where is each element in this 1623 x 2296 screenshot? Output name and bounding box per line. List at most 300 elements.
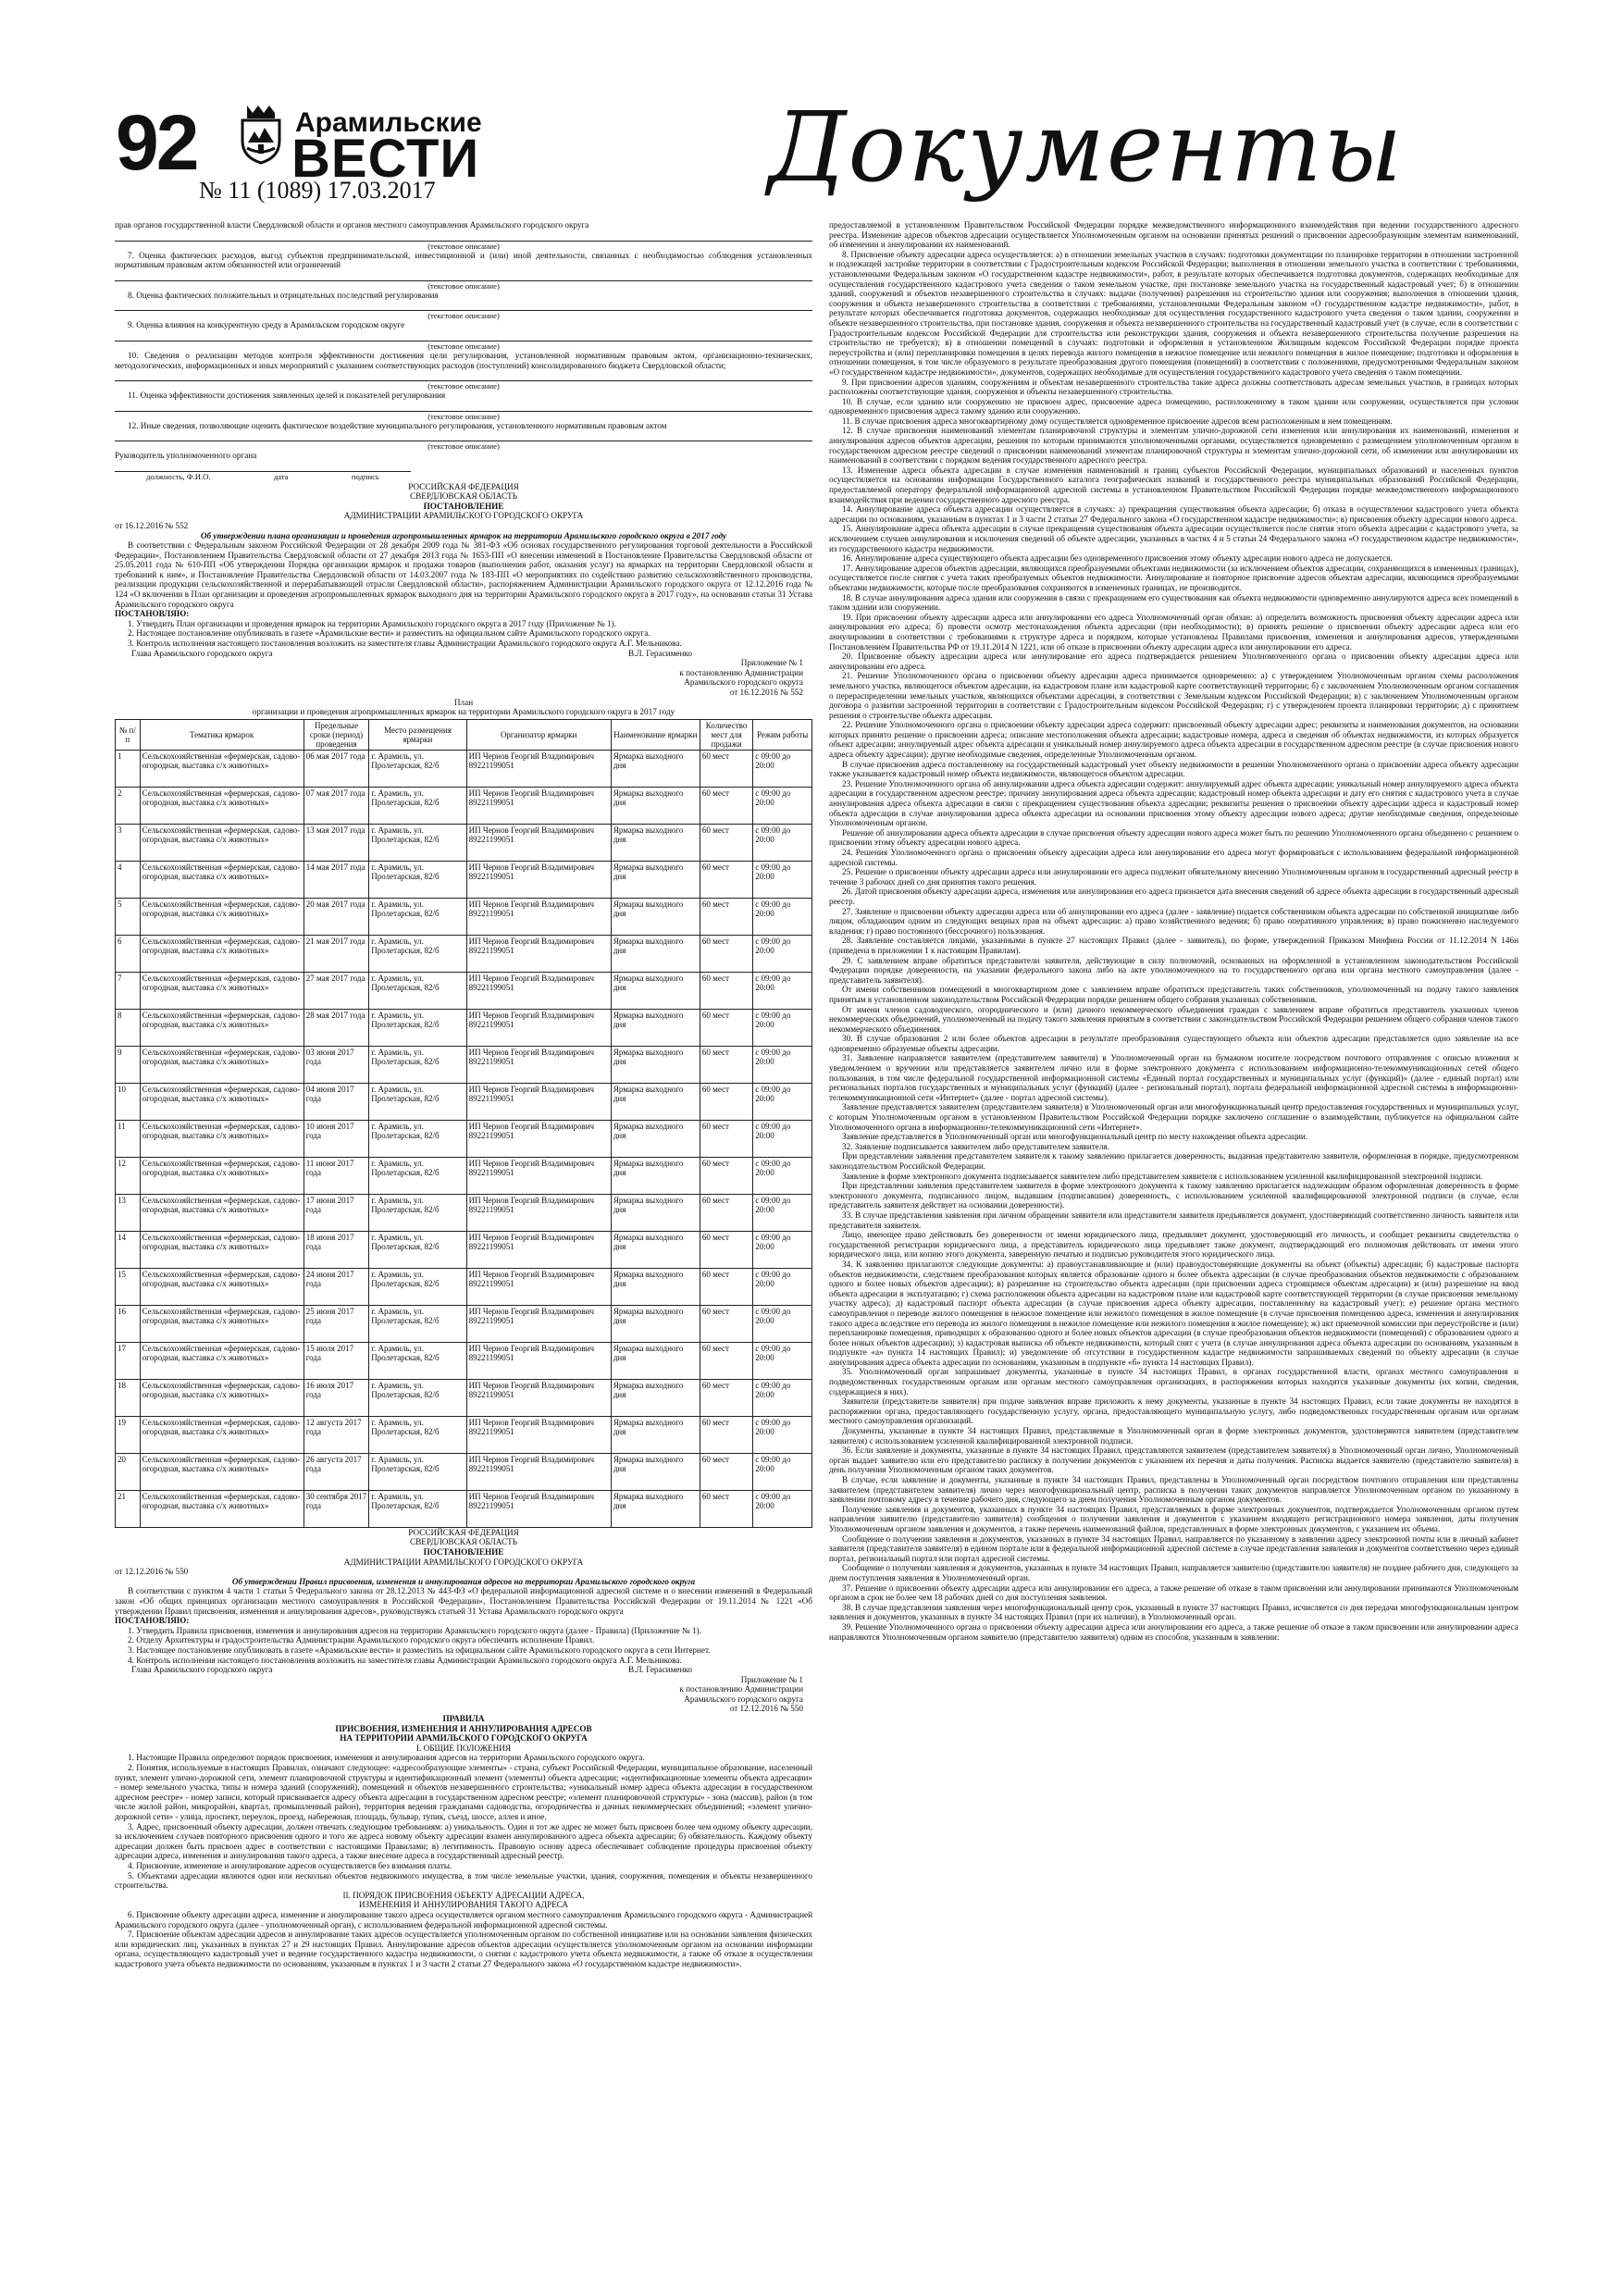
table-row: [116, 1120, 812, 1157]
right-paragraph: 20. Присвоение объекту адресации адреса или аннулирование его адреса подтверждается решением Уполномоченного органа о присвоении объекту адресации адреса или аннулировании его адреса.: [829, 652, 1518, 671]
cell-period: 28 мая 2017 года: [304, 1009, 369, 1046]
cell-organizer: ИП Чернов Георгий Владимирович 89221199051: [466, 1342, 611, 1379]
right-paragraph: предоставляемой в установленном Правительством Российской Федерации порядке межведомственного информационного взаимодействия при ведении государственного адресного реестра. Изменение адресов объектов адресации осуществляется Уполномоченным органом на основании принятых решений о присвоении адресообразующим элементам наименований, об изменении и аннулировании их наименований.: [829, 220, 1518, 250]
cell-seats: 60 мест: [700, 1453, 752, 1490]
cell-seats: 60 мест: [700, 1416, 752, 1453]
rules-section-2b: ИЗМЕНЕНИЯ И АННУЛИРОВАНИЯ ТАКОГО АДРЕСА: [358, 1900, 569, 1910]
section-title: Документы: [768, 91, 1405, 204]
right-paragraph: 27. Заявление о присвоении объекту адресации адреса или об аннулировании его адреса (далее - заявление) подается собственником объекта адресации по собственной инициативе либо лицом, обладающим одним из следующих вещных прав на объект адресации: а) право хозяйственного ведения; б) право оперативного управления; в) право пожизненно наследуемого владения; г) право постоянного (бессрочного) пользования.: [829, 906, 1518, 936]
cell-number: 12: [116, 1157, 141, 1194]
signature-hints: [115, 472, 411, 482]
th-seats: Количество мест для продажи: [700, 719, 752, 750]
decree2-date: от 12.12.2016 № 550: [115, 1567, 189, 1577]
cell-seats: 60 мест: [700, 1120, 752, 1157]
cell-seats: 60 мест: [700, 1305, 752, 1342]
left-column: [115, 220, 812, 1969]
cell-period: 15 июля 2017 года: [304, 1342, 369, 1379]
cell-hours: с 09:00 до 20:00: [753, 1194, 812, 1231]
th-place: Место размещения ярмарки: [369, 719, 466, 750]
cell-fair-name: Ярмарка выходного дня: [611, 1379, 700, 1416]
decree2-title: Об утверждении Правил присвоения, изменения и аннулирования адресов на территории Арамильского городского округа: [231, 1576, 696, 1586]
cell-organizer: ИП Чернов Георгий Владимирович 89221199051: [466, 1009, 611, 1046]
right-paragraph: От имени собственников помещений в многоквартирном доме с заявлением вправе обратиться представитель таких собственников, уполномоченный на подачу такого заявления принятым в установленном законодательством Российской Федерации порядке решением общего собрания указанных собственников.: [829, 985, 1518, 1004]
cell-seats: 60 мест: [700, 972, 752, 1009]
cell-number: 4: [116, 861, 141, 898]
q12-text: 12. Иные сведения, позволяющие оценить фактическое воздействие муниципального регулирования, установленного нормативным правовым актом: [128, 420, 667, 430]
cell-place: г. Арамиль, ул. Пролетарская, 82/б: [369, 1490, 466, 1527]
right-paragraph: 36. Если заявление и документы, указанные в пункте 34 настоящих Правил, представляются заявителем (представителем заявителя) в Уполномоченный орган лично, Уполномоченный орган выдает заявителю или его представителю расписку в получении документов с указанием их перечня и даты получения. Расписка выдается заявителю (представителю заявителя) в день получения Уполномоченным органом таких документов.: [829, 1446, 1518, 1475]
right-paragraph: Заявители (представители заявителя) при подаче заявления вправе приложить к нему документы, указанные в пункте 34 настоящих Правил, если такие документы не находятся в распоряжении органа, предоставляющего государственную услугу, органа, предоставляющего муниципальную услугу, либо подведомственных государственным органам или органам местного самоуправления организаций.: [829, 1396, 1518, 1426]
right-paragraph: 14. Аннулирование адреса объекта адресации осуществляется в случаях: а) прекращения существования объекта адресации; б) отказа в осуществлении кадастрового учета объекта адресации по основаниям, указанным в пунктах 1 и 3 части 2 статьи 27 Федерального закона «О государственном кадастре недвижимости»; в) присвоения объекту адресации нового адреса.: [829, 504, 1518, 524]
right-paragraph: 33. В случае представления заявления при личном обращении заявителя или представителя заявителя предъявляется документ, удостоверяющий соответственно личность заявителя или представителя заявителя.: [829, 1210, 1518, 1230]
cell-organizer: ИП Чернов Георгий Владимирович 89221199051: [466, 1083, 611, 1120]
rules-r5: 5. Объектами адресации являются один или несколько объектов недвижимого имущества, в том числе земельные участки, здания, сооружения, помещения и объекты незавершенного строительства.: [115, 1870, 812, 1891]
cell-organizer: ИП Чернов Георгий Владимирович 89221199051: [466, 824, 611, 861]
right-paragraph: 39. Решение Уполномоченного органа о присвоении объекту адресации адреса или аннулировании его адреса, а также решение об отказе в таком присвоении или аннулировании адреса направляются Уполномоченным органом заявителю (представителю заявителя) одним из способов, указанным в заявлении:: [829, 1621, 1518, 1642]
cell-fair-name: Ярмарка выходного дня: [611, 1453, 700, 1490]
cell-number: 15: [116, 1268, 141, 1305]
cell-organizer: ИП Чернов Георгий Владимирович 89221199051: [466, 787, 611, 824]
cell-place: г. Арамиль, ул. Пролетарская, 82/б: [369, 1157, 466, 1194]
cell-theme: Сельскохозяйственная «фермерская, садово-огородная, выставка с/х животных»: [140, 1342, 304, 1379]
table-header-row: [116, 719, 812, 750]
cell-organizer: ИП Чернов Георгий Владимирович 89221199051: [466, 935, 611, 972]
page-number: 92: [116, 99, 197, 186]
cell-theme: Сельскохозяйственная «фермерская, садово-огородная, выставка с/х животных»: [140, 1120, 304, 1157]
decree1-p2: 2. Настоящее постановление опубликовать в газете «Арамильские вести» и разместить на официальном сайте Арамильского городского округа.: [128, 628, 650, 639]
cell-theme: Сельскохозяйственная «фермерская, садово-огородная, выставка с/х животных»: [140, 1083, 304, 1120]
right-paragraph: Заявление представляется в Уполномоченный орган или многофункциональный центр по месту нахождения объекта адресации.: [842, 1132, 1308, 1142]
cell-number: 14: [116, 1231, 141, 1268]
cell-theme: Сельскохозяйственная «фермерская, садово-огородная, выставка с/х животных»: [140, 1453, 304, 1490]
decree2-admin: АДМИНИСТРАЦИИ АРАМИЛЬСКОГО ГОРОДСКОГО ОКРУГА: [343, 1557, 584, 1567]
right-paragraph: В случае присвоения адреса поставленному на государственный кадастровый учет объекту недвижимости в решении Уполномоченного органа о присвоении адреса объекту адресации также указывается кадастровый номер объекта недвижимости, являющегося объектом адресации.: [829, 759, 1518, 779]
cell-number: 21: [116, 1490, 141, 1527]
cell-seats: 60 мест: [700, 935, 752, 972]
cell-number: 5: [116, 898, 141, 935]
decree2-p3: 3. Настоящее постановление опубликовать в газете «Арамильские вести» и разместить на официальном сайте Арамильского городского округа в сети Интернет.: [128, 1644, 711, 1655]
cell-number: 3: [116, 824, 141, 861]
cell-hours: с 09:00 до 20:00: [753, 1231, 812, 1268]
cell-place: г. Арамиль, ул. Пролетарская, 82/б: [369, 750, 466, 787]
table-row: [116, 1490, 812, 1527]
cell-seats: 60 мест: [700, 824, 752, 861]
decree1-kind: ПОСТАНОВЛЕНИЕ: [423, 501, 504, 511]
cell-place: г. Арамиль, ул. Пролетарская, 82/б: [369, 1268, 466, 1305]
table-row: [116, 1157, 812, 1194]
table-row: [116, 1305, 812, 1342]
cell-period: 13 мая 2017 года: [304, 824, 369, 861]
right-paragraph: 10. В случае, если зданию или сооружению не присвоен адрес, присвоение адреса помещению, расположенному в таком здании или сооружении, осуществляется при условии одновременного присвоения адреса такому зданию или сооружению.: [829, 396, 1518, 416]
right-paragraph: 31. Заявление направляется заявителем (представителем заявителя) в Уполномоченный орган на бумажном носителе посредством почтового отправления с описью вложения и уведомлением о вручении или представляется заявителем лично или в форме электронного документа с использованием информационно-телекоммуникационных сетей общего пользования, в том числе федеральной государственной информационной системы «Единый портал государственных и муниципальных услуг (функций)» (далее - единый портал) или региональных порталов государственных и муниципальных услуг (функций) (далее - региональный портал), портала федеральной информационной адресной системы в информационно-телекоммуникационной сети «Интернет» (далее - портал адресной системы).: [829, 1053, 1518, 1102]
cell-place: г. Арамиль, ул. Пролетарская, 82/б: [369, 1379, 466, 1416]
cell-period: 03 июня 2017 года: [304, 1046, 369, 1083]
decree2-app1: Приложение № 1: [740, 1674, 803, 1684]
cell-number: 9: [116, 1046, 141, 1083]
cell-organizer: ИП Чернов Георгий Владимирович 89221199051: [466, 1453, 611, 1490]
right-paragraph: 37. Решение о присвоении объекту адресации адреса или аннулировании его адреса, а также решение об отказе в таком присвоении или аннулировании принимаются Уполномоченным органом в срок не более чем 18 рабочих дней со дня поступления заявления.: [829, 1582, 1518, 1603]
cell-organizer: ИП Чернов Георгий Владимирович 89221199051: [466, 1046, 611, 1083]
cell-fair-name: Ярмарка выходного дня: [611, 1194, 700, 1231]
right-paragraph: Решение об аннулировании адреса объекта адресации в случае присвоения объекту адресации нового адреса может быть по решению Уполномоченного органа объединено с решением о присвоении этому объекту адресации нового адреса.: [829, 827, 1518, 848]
right-paragraph: 24. Решения Уполномоченного органа о присвоении объекту адресации адреса или аннулировании его адреса могут формироваться с использованием федеральной информационной адресной системы.: [829, 848, 1518, 867]
rules-r4: 4. Присвоение, изменение и аннулирование адресов осуществляется без взимания платы.: [128, 1860, 452, 1870]
sig-date: дата: [273, 471, 289, 481]
table-row: [116, 1379, 812, 1416]
cell-theme: Сельскохозяйственная «фермерская, садово-огородная, выставка с/х животных»: [140, 1490, 304, 1527]
cell-hours: с 09:00 до 20:00: [753, 824, 812, 861]
right-paragraph: В случае, если заявление и документы, указанные в пункте 34 настоящих Правил, представлены в Уполномоченный орган посредством почтового отправления или представлены заявителем (представителем заявителя) лично через многофункциональный центр, расписка в получении таких документов направляется Уполномоченным органом по указанному в заявлении почтовому адресу в течение рабочего дня, следующего за днем получения Уполномоченным органом документов.: [829, 1475, 1518, 1505]
cell-fair-name: Ярмарка выходного дня: [611, 972, 700, 1009]
cell-fair-name: Ярмарка выходного дня: [611, 1342, 700, 1379]
cell-number: 20: [116, 1453, 141, 1490]
cell-place: г. Арамиль, ул. Пролетарская, 82/б: [369, 1453, 466, 1490]
table-row: [116, 750, 812, 787]
cell-period: 06 мая 2017 года: [304, 750, 369, 787]
decree2-app2: к постановлению Администрации: [679, 1684, 803, 1694]
cell-theme: Сельскохозяйственная «фермерская, садово-огородная, выставка с/х животных»: [140, 1046, 304, 1083]
cell-theme: Сельскохозяйственная «фермерская, садово-огородная, выставка с/х животных»: [140, 935, 304, 972]
cell-seats: 60 мест: [700, 898, 752, 935]
cell-seats: 60 мест: [700, 1009, 752, 1046]
rules-title-2: ПРИСВОЕНИЯ, ИЗМЕНЕНИЯ И АННУЛИРОВАНИЯ АДРЕСОВ: [335, 1723, 592, 1733]
sig-sign: подпись: [351, 471, 379, 481]
divider-line: [115, 333, 812, 341]
th-hours: Режим работы: [753, 719, 812, 750]
cell-hours: с 09:00 до 20:00: [753, 750, 812, 787]
decree1-appendix: [115, 658, 812, 697]
hint-text: (текстовое описание): [427, 411, 500, 421]
cell-seats: 60 мест: [700, 1342, 752, 1379]
cell-organizer: ИП Чернов Георгий Владимирович 89221199051: [466, 750, 611, 787]
cell-theme: Сельскохозяйственная «фермерская, садово-огородная, выставка с/х животных»: [140, 750, 304, 787]
right-paragraph: 29. С заявлением вправе обратиться представители заявителя, действующие в силу полномочий, основанных на оформленной в установленном законодательством Российской Федерации порядке доверенности, на указании федерального закона либо на акте уполномоченного на то государственного органа или органа местного самоуправления (далее - представитель заявителя).: [829, 955, 1518, 985]
cell-fair-name: Ярмарка выходного дня: [611, 1046, 700, 1083]
divider-line: [115, 403, 812, 412]
right-paragraph: 22. Решение Уполномоченного органа о присвоении объекту адресации адреса содержит: присвоенный объекту адресации адрес; реквизиты и наименования документов, на основании которых принято решение о присвоении адреса; описание местоположения объекта адресации; кадастровые номера, адреса и сведения об объектах недвижимости, из которых образуется объект адресации; аннулируемый адрес объекта адресации и уникальный номер аннулируемого адреса объекта адресации в государственном адресном реестре (в случае присвоения нового адреса объекту адресации); другие необходимые сведения, определенные Уполномоченным органом.: [829, 720, 1518, 760]
decree1-app3: Арамильского городского округа: [684, 677, 803, 688]
cell-fair-name: Ярмарка выходного дня: [611, 1490, 700, 1527]
cell-theme: Сельскохозяйственная «фермерская, садово-огородная, выставка с/х животных»: [140, 972, 304, 1009]
right-paragraph: 21. Решение Уполномоченного органа о присвоении объекту адресации адреса принимается одновременно: а) с утверждением Уполномоченным органом схемы расположения земельного участка, являющегося объектом адресации, на кадастровом плане или кадастровой карте соответствующей территории; б) с заключением Уполномоченным органом соглашения о перераспределении земельных участков, являющихся объектами адресации, в соответствии с Земельным кодексом Российской Федерации; в) с заключением Уполномоченным органом договора о развитии застроенной территории в соответствии с Градостроительным кодексом Российской Федерации; г) с утверждением проекта планировки территории; д) с принятием решения о строительстве объекта адресации.: [829, 671, 1518, 720]
cell-place: г. Арамиль, ул. Пролетарская, 82/б: [369, 1231, 466, 1268]
cell-theme: Сельскохозяйственная «фермерская, садово-огородная, выставка с/х животных»: [140, 1157, 304, 1194]
cell-seats: 60 мест: [700, 750, 752, 787]
divider-line: [115, 273, 812, 281]
decree1-app1: Приложение № 1: [740, 658, 803, 668]
hint-text: (текстовое описание): [427, 441, 500, 452]
table-row: [116, 898, 812, 935]
cell-place: г. Арамиль, ул. Пролетарская, 82/б: [369, 1046, 466, 1083]
right-paragraph: При представлении заявления представителем заявителя к такому заявлению прилагается доверенность, выданная представителю заявителя, оформленная в порядке, предусмотренном законодательством Российской Федерации.: [829, 1151, 1518, 1171]
cell-period: 30 сентября 2017 года: [304, 1490, 369, 1527]
decree1-preamble: В соответствии с Федеральным законом Российской Федерации от 28 декабря 2009 года № 381-ФЗ «Об основах государственного регулирования торговой деятельности в Российской Федерации», Постановлением Правительства Свердловской области от 27 декабря 2013 года № 1653-ПП «О внесении изменений в Постановление Правительства Свердловской области от 25.05.2011 года № 610-ПП «Об утверждении Порядка организации ярмарок и продажи товаров (выполнения работ, оказания услуг) на ярмарках на территории Свердловской области и требований к ним», и Постановление Правительства Свердловской области от 14.03.2007 года № 183-ПП «О мероприятиях по содействию развитию сельскохозяйственного производства, реализации продукции сельскохозяйственной и перерабатывающей отрасли Свердловской области», распоряжением Администрации Арамильского городского округа от 12.12.2016 года № 124 «О включении в План организации и проведения агропромышленных ярмарок выходного дня на территории Арамильского городского округа в 2017 году», на основании статьи 31 Устава Арамильского городского округа: [115, 540, 812, 609]
cell-hours: с 09:00 до 20:00: [753, 898, 812, 935]
decree2-p1: 1. Утвердить Правила присвоения, изменения и аннулирования адресов на территории Арамильского городского округа (далее - Правила) (Приложение № 1).: [128, 1625, 701, 1635]
right-paragraph: 35. Уполномоченный орган запрашивает документы, указанные в пункте 34 настоящих Правил, в органах государственной власти, органах местного самоуправления и подведомственных государственным органам или органам местного самоуправления организациях, в распоряжении которых находятся указанные документы (их копии, сведения, содержащиеся в них).: [829, 1367, 1518, 1396]
decree2-appendix: [115, 1675, 812, 1714]
cell-fair-name: Ярмарка выходного дня: [611, 935, 700, 972]
q8-text: 8. Оценка фактических положительных и отрицательных последствий регулирования: [128, 290, 439, 300]
cell-hours: с 09:00 до 20:00: [753, 1305, 812, 1342]
cell-organizer: ИП Чернов Георгий Владимирович 89221199051: [466, 861, 611, 898]
divider-line: [115, 433, 812, 441]
cell-seats: 60 мест: [700, 1194, 752, 1231]
right-paragraph: Лицо, имеющее право действовать без доверенности от имени юридического лица, предъявляет документ, удостоверяющий его личность, и сообщает реквизиты свидетельства о государственной регистрации юридического лица, а представитель юридического лица предъявляет также документ, подтверждающий его полномочия действовать от имени этого юридического лица, или копию этого документа, заверенную печатью и подписью руководителя этого юридического лица.: [829, 1230, 1518, 1260]
decree2-preamble: В соответствии с пунктом 4 части 1 статьи 5 Федерального закона от 28.12.2013 № 443-ФЗ «О федеральной информационной адресной системе и о внесении изменений в Федеральный закон «Об общих принципах организации местного самоуправления в Российской Федерации», Постановлением Правительства Российской Федерации от 19.11.2014 № 1221 «Об утверждении Правил присвоения, изменения и аннулирования адресов», руководствуясь статьей 31 Устава Арамильского городского округа: [115, 1586, 812, 1616]
right-paragraph: 17. Аннулирование адресов объектов адресации, являющихся преобразуемыми объектами недвижимости (за исключением объектов адресации, сохраняющихся в измененных границах), осуществляется после снятия с учета таких преобразуемых объектов недвижимости. Аннулирование и повторное присвоение адресов объектам адресации, являющимся преобразуемыми объектами недвижимости, которые после преобразования сохраняются в измененных границах, не производится.: [829, 563, 1518, 592]
cell-number: 7: [116, 972, 141, 1009]
cell-hours: с 09:00 до 20:00: [753, 1453, 812, 1490]
cell-place: г. Арамиль, ул. Пролетарская, 82/б: [369, 1194, 466, 1231]
q11-text: 11. Оценка эффективности достижения заявленных целей и показателей регулирования: [128, 391, 446, 401]
right-paragraph: 11. В случае присвоения адреса многоквартирному дому осуществляется одновременное присвоение адресов всем расположенным в нем помещениям.: [842, 416, 1393, 426]
hint-text: (текстовое описание): [427, 241, 500, 251]
table-row: [116, 1342, 812, 1379]
decree1-app4: от 16.12.2016 № 552: [729, 688, 803, 697]
sig-position: должность, Ф.И.О.: [146, 471, 211, 481]
decree2-signature: [115, 1665, 812, 1675]
right-paragraph: 8. Присвоение объекту адресации адреса осуществляется: а) в отношении земельных участков в случаях: подготовки документации по планировке территории в отношении застроенной и подлежащей застройке территории в соответствии с Градостроительным кодексом Российской Федерации; выполнения в отношении земельного участка в соответствии с требованиями, установленными Федеральным законом «О государственном кадастре недвижимости», работ, в результате которых обеспечивается подготовка документов, содержащих необходимые для осуществления государственного кадастрового учета сведения о таком земельном участке, при постановке земельного участка на государственный кадастровый учет; б) в отношении зданий, сооружений и объектов незавершенного строительства в случаях: выдачи (получения) разрешения на строительство здания или сооружения; выполнения в отношении здания, сооружения и объекта незавершенного строительства в соответствии с требованиями, установленными Федеральным законом «О государственном кадастре недвижимости», работ, в результате которых обеспечивается подготовка документов, содержащих необходимые для осуществления государственного кадастрового учета сведения о таком здании, сооружении и объекте незавершенного строительства, при постановке здания, сооружения и объекта незавершенного строительства на государственный кадастровый учет (в случае, если в соответствии с Градостроительным кодексом Российской Федерации для строительства или реконструкции здания, сооружения и объекта незавершенного строительства получение разрешения на строительство не требуется); в) в отношении помещений в случаях: подготовки и оформления в установленном Жилищным кодексом Российской Федерации порядке проекта переустройства и (или) перепланировки помещения в целях перевода жилого помещения в нежилое помещение или нежилого помещения в жилое помещение; подготовки и оформления в отношении помещения, в том числе образуемого в результате преобразования другого помещения (помещений) в соответствии с положениями, предусмотренными Федеральным законом «О государственном кадастре недвижимости», документов, содержащих необходимые для осуществления государственного кадастрового учета сведения о таком помещении.: [829, 249, 1518, 377]
cell-theme: Сельскохозяйственная «фермерская, садово-огородная, выставка с/х животных»: [140, 1009, 304, 1046]
rules-r1: 1. Настоящие Правила определяют порядок присвоения, изменения и аннулирования адресов на территории Арамильского городского округа.: [128, 1753, 645, 1763]
right-paragraph: Заявление в форме электронного документа подписывается заявителем либо представителем заявителя с использованием усиленной квалифицированной электронной подписи.: [842, 1171, 1483, 1181]
fairs-table: [115, 719, 812, 1528]
q10-text: 10. Сведения о реализации методов контроля эффективности достижения цели регулирования, установленной нормативным правовым актом, организационно-технических, методологических, информационных и иных мероприятий с указанием соответствующих расходов (поступлений) консолидированного бюджета Свердловской области;: [115, 350, 812, 370]
cell-hours: с 09:00 до 20:00: [753, 1009, 812, 1046]
cell-hours: с 09:00 до 20:00: [753, 972, 812, 1009]
th-number: № п/п: [116, 719, 141, 750]
cell-period: 21 мая 2017 года: [304, 935, 369, 972]
right-paragraph: 30. В случае образования 2 или более объектов адресации в результате преобразования существующего объекта или объектов адресации представляется одно заявление на все одновременно образуемые объекты адресации.: [829, 1034, 1518, 1053]
cell-place: г. Арамиль, ул. Пролетарская, 82/б: [369, 1342, 466, 1379]
cell-fair-name: Ярмарка выходного дня: [611, 1157, 700, 1194]
decree2-region: СВЕРДЛОВСКАЯ ОБЛАСТЬ: [410, 1537, 517, 1547]
brand-main: ВЕСТИ: [291, 129, 480, 189]
cell-seats: 60 мест: [700, 1157, 752, 1194]
brand-top: Арамильские: [295, 107, 482, 138]
cell-period: 18 июня 2017 года: [304, 1231, 369, 1268]
cell-period: 16 июля 2017 года: [304, 1379, 369, 1416]
decree1-rf: РОССИЙСКАЯ ФЕДЕРАЦИЯ: [408, 481, 519, 491]
cell-fair-name: Ярмарка выходного дня: [611, 898, 700, 935]
rules-section-1: I. ОБЩИЕ ПОЛОЖЕНИЯ: [415, 1743, 512, 1753]
table-row: [116, 787, 812, 824]
cell-organizer: ИП Чернов Георгий Владимирович 89221199051: [466, 1231, 611, 1268]
cell-seats: 60 мест: [700, 787, 752, 824]
right-paragraph: Получение заявления и документов, указанных в пункте 34 настоящих Правил, представляемых в форме электронных документов, подтверждается Уполномоченным органом путем направления заявителю (представителю заявителя) сообщения о получении заявления и документов с указанием входящего регистрационного номера заявления, даты получения Уполномоченным органом заявления и документов, а также перечень наименований файлов, представленных в форме электронных документов, с указанием их объема.: [829, 1504, 1518, 1533]
cell-hours: с 09:00 до 20:00: [753, 1416, 812, 1453]
issue-line: № 11 (1089) 17.03.2017: [199, 177, 436, 204]
cell-place: г. Арамиль, ул. Пролетарская, 82/б: [369, 935, 466, 972]
hint-text: (текстовое описание): [427, 280, 500, 291]
cell-seats: 60 мест: [700, 1083, 752, 1120]
cell-seats: 60 мест: [700, 1231, 752, 1268]
divider-line: [115, 303, 812, 311]
rules-title-1: ПРАВИЛА: [442, 1714, 485, 1724]
cell-hours: с 09:00 до 20:00: [753, 1342, 812, 1379]
table-row: [116, 1231, 812, 1268]
cell-fair-name: Ярмарка выходного дня: [611, 787, 700, 824]
decree1-resolve: ПОСТАНОВЛЯЮ:: [115, 609, 190, 619]
cell-seats: 60 мест: [700, 1490, 752, 1527]
rules-r3: 3. Адрес, присвоенный объекту адресации, должен отвечать следующим требованиям: а) уникальность. Один и тот же адрес не может быть присвоен более чем одному объекту адресации, за исключением случаев повторного присвоения одного и того же адреса новому объекту адресации взамен аннулированного адреса объекта адресации; б) обязательность. Каждому объекту адресации должен быть присвоен адрес в соответствии с настоящими Правилами; в) легитимность. Правовую основу адреса обеспечивает соблюдение процедуры присвоения объекту адресации адреса, изменения и аннулирования такого адреса, а также внесение адреса в государственный адресный реестр.: [115, 1821, 812, 1861]
divider-line: [115, 233, 812, 242]
cell-place: г. Арамиль, ул. Пролетарская, 82/б: [369, 787, 466, 824]
decree1-region: СВЕРДЛОВСКАЯ ОБЛАСТЬ: [410, 491, 517, 502]
cell-fair-name: Ярмарка выходного дня: [611, 824, 700, 861]
cell-period: 27 мая 2017 года: [304, 972, 369, 1009]
decree1-title: Об утверждении плана организации и проведения агропромышленных ярмарок на территории Арамильского городского округа в 2017 году: [200, 530, 727, 540]
cell-organizer: ИП Чернов Георгий Владимирович 89221199051: [466, 1490, 611, 1527]
cell-period: 14 мая 2017 года: [304, 861, 369, 898]
cell-hours: с 09:00 до 20:00: [753, 935, 812, 972]
signature-line: [115, 464, 411, 472]
decree1-date: от 16.12.2016 № 552: [115, 520, 189, 530]
cell-number: 1: [116, 750, 141, 787]
plan-title: План: [453, 697, 474, 707]
th-theme: Тематика ярмарок: [140, 719, 304, 750]
cell-theme: Сельскохозяйственная «фермерская, садово-огородная, выставка с/х животных»: [140, 824, 304, 861]
cell-theme: Сельскохозяйственная «фермерская, садово-огородная, выставка с/х животных»: [140, 1305, 304, 1342]
cell-fair-name: Ярмарка выходного дня: [611, 861, 700, 898]
cell-fair-name: Ярмарка выходного дня: [611, 1009, 700, 1046]
right-paragraph: При представлении заявления представителем заявителя в форме электронного документа к такому заявлению прилагается надлежащим образом оформленная доверенность в форме электронного документа, подписанного лицом, выдавшим (подписавшим) доверенность, с использованием усиленной квалифицированной электронной подписи (в случае, если представитель заявителя действует на основании доверенности).: [829, 1181, 1518, 1210]
cell-organizer: ИП Чернов Георгий Владимирович 89221199051: [466, 1120, 611, 1157]
rules-title-3: НА ТЕРРИТОРИИ АРАМИЛЬСКОГО ГОРОДСКОГО ОКРУГА: [340, 1733, 588, 1744]
right-paragraph: Сообщение о получении заявления и документов, указанных в пункте 34 настоящих Правил, направляется по указанному в заявлении адресу электронной почты или в личный кабинет заявителя (представителя заявителя) в едином портале или в федеральной информационной адресной системе в случае представления заявления и документов соответственно через единый портал, региональный портал или портал адресной системы.: [829, 1533, 1518, 1563]
masthead: [116, 91, 1522, 204]
decree1-head-name: В.Л. Герасименко: [627, 648, 692, 658]
cell-theme: Сельскохозяйственная «фермерская, садово-огородная, выставка с/х животных»: [140, 1231, 304, 1268]
cell-theme: Сельскохозяйственная «фермерская, садово-огородная, выставка с/х животных»: [140, 861, 304, 898]
table-row: [116, 1268, 812, 1305]
right-paragraph: 25. Решение о присвоении объекту адресации адреса или аннулировании его адреса подлежит обязательному внесению Уполномоченным органом в государственный адресный реестр в течение 3 рабочих дней со дня принятия такого решения.: [829, 867, 1518, 887]
cell-fair-name: Ярмарка выходного дня: [611, 1416, 700, 1453]
decree2-resolve: ПОСТАНОВЛЯЮ:: [115, 1616, 190, 1626]
cell-period: 26 августа 2017 года: [304, 1453, 369, 1490]
th-fair-name: Наименование ярмарки: [611, 719, 700, 750]
rules-section-2a: II. ПОРЯДОК ПРИСВОЕНИЯ ОБЪЕКТУ АДРЕСАЦИИ АДРЕСА,: [342, 1890, 585, 1900]
decree2-app3: Арамильского городского округа: [684, 1694, 803, 1704]
cell-period: 20 мая 2017 года: [304, 898, 369, 935]
cell-place: г. Арамиль, ул. Пролетарская, 82/б: [369, 1009, 466, 1046]
cell-place: г. Арамиль, ул. Пролетарская, 82/б: [369, 824, 466, 861]
coat-of-arms-icon: [240, 105, 282, 165]
cell-number: 17: [116, 1342, 141, 1379]
cell-hours: с 09:00 до 20:00: [753, 861, 812, 898]
cell-place: г. Арамиль, ул. Пролетарская, 82/б: [369, 1083, 466, 1120]
cell-place: г. Арамиль, ул. Пролетарская, 82/б: [369, 1305, 466, 1342]
right-paragraph: 15. Аннулирование адреса объекта адресации в случае прекращения существования объекта адресации осуществляется после снятия этого объекта адресации с кадастрового учета, за исключением случаев аннулирования и исключения сведений об объекте адресации, указанных в частях 4 и 5 статьи 24 Федерального закона «О государственном кадастре недвижимости», из государственного кадастра недвижимости.: [829, 524, 1518, 553]
cell-fair-name: Ярмарка выходного дня: [611, 1268, 700, 1305]
cell-place: г. Арамиль, ул. Пролетарская, 82/б: [369, 972, 466, 1009]
decree2-head-title: Глава Арамильского городского округа: [131, 1665, 273, 1675]
cell-hours: с 09:00 до 20:00: [753, 1083, 812, 1120]
cell-number: 10: [116, 1083, 141, 1120]
head-label: Руководитель уполномоченного органа: [115, 451, 257, 461]
table-row: [116, 1083, 812, 1120]
cell-theme: Сельскохозяйственная «фермерская, садово-огородная, выставка с/х животных»: [140, 898, 304, 935]
right-paragraph: 16. Аннулирование адреса существующего объекта адресации без одновременного присвоения этому объекту адресации нового адреса не допускается.: [842, 553, 1393, 564]
cell-seats: 60 мест: [700, 861, 752, 898]
decree2-p4: 4. Контроль исполнения настоящего постановления возложить на заместителя главы Администрации Арамильского городского округа А.Г. Мельникова.: [128, 1655, 682, 1665]
right-paragraph: 23. Решение Уполномоченного органа об аннулировании адреса объекта адресации содержит: аннулируемый адрес объекта адресации; уникальный номер аннулируемого адреса объекта адресации в государственном адресном реестре; причину аннулирования адреса объекта адресации; кадастровый номер объекта адресации и дату его снятия с кадастрового учета в случае аннулирования адреса объекта адресации в связи с прекращением существования объекта адресации; реквизиты решения о присвоении объекту адресации адреса и кадастровый номер объекта адресации в случае аннулирования адреса объекта адресации на основании присвоения этому объекту адресации нового адреса; другие необходимые сведения, определенные Уполномоченным органом.: [829, 778, 1518, 828]
cell-period: 25 июня 2017 года: [304, 1305, 369, 1342]
cell-number: 19: [116, 1416, 141, 1453]
cell-hours: с 09:00 до 20:00: [753, 1120, 812, 1157]
table-row: [116, 1009, 812, 1046]
fairs-table-body: [116, 750, 812, 1527]
cell-period: 17 июня 2017 года: [304, 1194, 369, 1231]
right-paragraph: Заявление представляется заявителем (представителем заявителя) в Уполномоченный орган или многофункциональный центр предоставления государственных и муниципальных услуг, с которым Уполномоченным органом в установленном Правительством Российской Федерации порядке заключено соглашение о взаимодействии, публикуется на официальном сайте Уполномоченного органа в информационно-телекоммуникационной сети «Интернет».: [829, 1102, 1518, 1132]
cell-theme: Сельскохозяйственная «фермерская, садово-огородная, выставка с/х животных»: [140, 1268, 304, 1305]
cell-seats: 60 мест: [700, 1046, 752, 1083]
divider-line: [115, 373, 812, 381]
cell-number: 8: [116, 1009, 141, 1046]
rules-r2: 2. Понятия, используемые в настоящих Правилах, означают следующее: «адресообразующие элементы» - страна, субъект Российской Федерации, муниципальное образование, населенный пункт, элемент улично-дорожной сети, элемент планировочной структуры и идентификационный элемент (элементы) объекта адресации; «идентификационные элементы объекта адресации» - номер земельного участка, типы и номера зданий (сооружений), помещений и объектов незавершенного строительства; «уникальный номер адреса объекта адресации в государственном адресном реестре» - номер записи, который присваивается адресу объекта адресации в государственном адресном реестре; «элемент планировочной структуры» - зона (массив), район (в том числе жилой район, микрорайон, квартал, промышленный район), территория ведения гражданами садоводства, огородничества и дачных некоммерческих объединений; «элемент улично-дорожной сети» - улица, проспект, переулок, проезд, набережная, площадь, бульвар, тупик, съезд, шоссе, аллея и иное.: [115, 1763, 812, 1821]
decree2-app4: от 12.12.2016 № 550: [729, 1704, 803, 1714]
cell-period: 07 мая 2017 года: [304, 787, 369, 824]
right-column: [829, 220, 1518, 2265]
table-row: [116, 1416, 812, 1453]
cell-period: 24 июня 2017 года: [304, 1268, 369, 1305]
table-row: [116, 1194, 812, 1231]
q9-text: 9. Оценка влияния на конкурентную среду в Арамильском городском округе: [128, 320, 405, 330]
table-row: [116, 1046, 812, 1083]
th-organizer: Организатор ярмарки: [466, 719, 611, 750]
hint-text: (текстовое описание): [427, 381, 500, 391]
right-paragraph: Сообщение о получении заявления и документов, указанных в пункте 34 настоящих Правил, направляется заявителю (представителю заявителя) не позднее рабочего дня, следующего за днем поступления заявления в Уполномоченный орган.: [829, 1563, 1518, 1582]
cell-fair-name: Ярмарка выходного дня: [611, 1231, 700, 1268]
hint-text: (текстовое описание): [427, 341, 500, 351]
decree2-head-name: В.Л. Герасименко: [627, 1665, 692, 1675]
q7-text: 7. Оценка фактических расходов, выгод субъектов предпринимательской, инвестиционной и (или) иной деятельности, связанных с необходимостью соблюдения установленных нормативным правовым актом обязанностей или ограничений: [115, 250, 812, 270]
cell-fair-name: Ярмарка выходного дня: [611, 1083, 700, 1120]
right-paragraph: 26. Датой присвоения объекту адресации адреса, изменения или аннулирования его адреса признается дата внесения сведений об адресе объекта адресации в государственный адресный реестр.: [829, 887, 1518, 906]
intro-text: прав органов государственной власти Свердловской области и органов местного самоуправления Арамильского городского округа: [115, 220, 589, 230]
th-period: Предельные сроки (период) проведения: [304, 719, 369, 750]
decree1-app2: к постановлению Администрации: [679, 667, 803, 677]
cell-period: 10 июня 2017 года: [304, 1120, 369, 1157]
right-paragraph: 13. Изменение адреса объекта адресации в случае изменения наименований и границ субъектов Российской Федерации, муниципальных образований и населенных пунктов осуществляется на основании информации Государственного каталога географических названий и государственного реестра муниципальных образований Российской Федерации, предоставляемой оператору федеральной информационной адресной системы в установленном Правительством Российской Федерации порядке межведомственного информационного взаимодействия при ведении государственного адресного реестра.: [829, 465, 1518, 504]
right-paragraph: От имени членов садоводческого, огороднического и (или) дачного некоммерческого объединения граждан с заявлением вправе обратиться представитель указанных членов некоммерческих объединений, уполномоченный на подачу такого заявления принятым в соответствии с законодательством Российской Федерации решением общего собрания членов такого некоммерческого объединения.: [829, 1004, 1518, 1034]
cell-hours: с 09:00 до 20:00: [753, 1490, 812, 1527]
rules-r7: 7. Присвоение объектам адресации адресов и аннулирование таких адресов осуществляется уполномоченным органом по собственной инициативе или на основании заявления физических или юридических лиц, указанных в пунктах 27 и 29 настоящих Правил. Аннулирование адресов объектов адресации осуществляется уполномоченным органом на основании информации органа, осуществляющего кадастровый учет и ведение государственного кадастра недвижимости, о снятии с кадастрового учета объекта недвижимости, а также об отказе в осуществлении кадастрового учета объекта недвижимости по основаниям, указанным в пунктах 1 и 3 части 2 статьи 27 Федерального закона «О государственном кадастре недвижимости».: [115, 1930, 812, 1968]
cell-place: г. Арамиль, ул. Пролетарская, 82/б: [369, 898, 466, 935]
decree1-head-title: Глава Арамильского городского округа: [131, 648, 273, 658]
cell-number: 18: [116, 1379, 141, 1416]
decree1-p1: 1. Утвердить План организации и проведения ярмарок на территории Арамильского городского округа в 2017 году (Приложение № 1).: [128, 618, 617, 628]
decree2-rf: РОССИЙСКАЯ ФЕДЕРАЦИЯ: [408, 1527, 519, 1537]
cell-seats: 60 мест: [700, 1379, 752, 1416]
decree1-signature: [115, 649, 812, 659]
cell-place: г. Арамиль, ул. Пролетарская, 82/б: [369, 1416, 466, 1453]
cell-period: 12 августа 2017 года: [304, 1416, 369, 1453]
cell-number: 11: [116, 1120, 141, 1157]
decree2-kind: ПОСТАНОВЛЕНИЕ: [423, 1546, 504, 1557]
rules-r6: 6. Присвоение объекту адресации адреса, изменение и аннулирование такого адреса осуществляется органом местного самоуправления Арамильского городского округа - Администрацией Арамильского городского округа (далее - уполномоченный орган), с использованием федеральной информационной адресной системы.: [115, 1909, 812, 1930]
table-row: [116, 935, 812, 972]
cell-number: 16: [116, 1305, 141, 1342]
cell-fair-name: Ярмарка выходного дня: [611, 750, 700, 787]
right-paragraph: 18. В случае аннулирования адреса здания или сооружения в связи с прекращением его существования как объекта недвижимости одновременно аннулируются адреса всех помещений в таком здании или сооружении.: [829, 592, 1518, 613]
cell-organizer: ИП Чернов Георгий Владимирович 89221199051: [466, 1157, 611, 1194]
table-row: [116, 972, 812, 1009]
cell-organizer: ИП Чернов Георгий Владимирович 89221199051: [466, 1194, 611, 1231]
cell-organizer: ИП Чернов Георгий Владимирович 89221199051: [466, 1305, 611, 1342]
cell-hours: с 09:00 до 20:00: [753, 787, 812, 824]
